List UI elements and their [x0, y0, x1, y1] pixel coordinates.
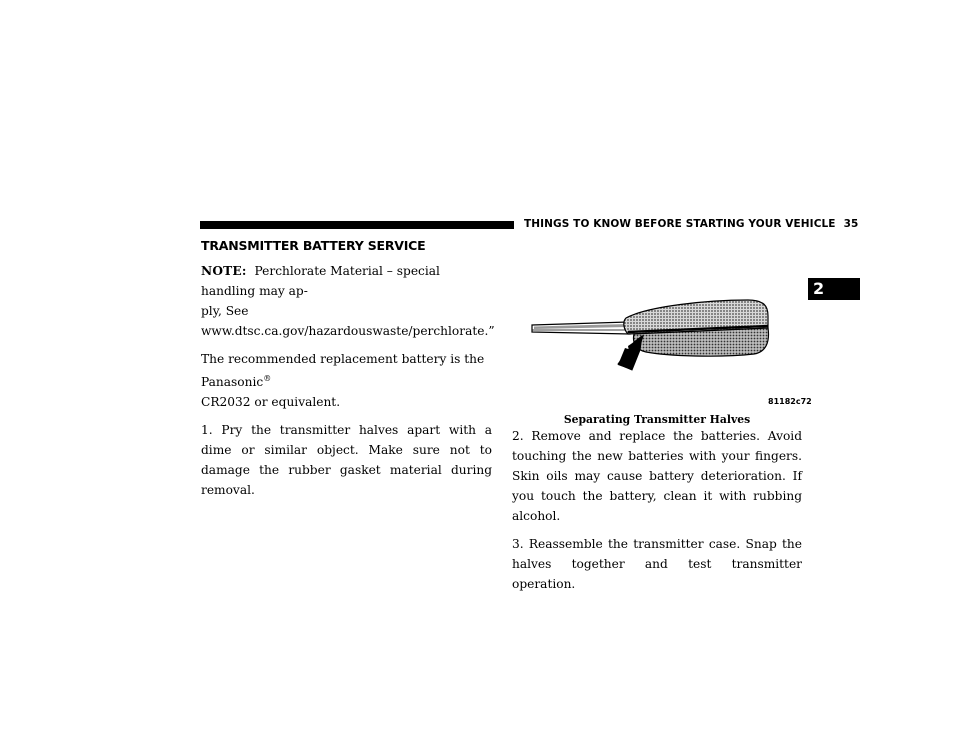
page-number: 35	[843, 218, 859, 230]
figure-caption: Separating Transmitter Halves	[563, 413, 751, 426]
section-title: TRANSMITTER BATTERY SERVICE	[201, 238, 426, 253]
step-1: 1. Pry the transmitter halves apart with a dime or similar object. Make sure not to damage the rubber gasket material during removal.	[201, 423, 492, 498]
battery-text: The recommended replacement battery is the Panasonic	[201, 352, 485, 390]
header-rule	[200, 221, 514, 229]
transmitter-key-illustration	[528, 292, 818, 412]
registered-mark: ®	[263, 374, 272, 383]
running-header	[524, 218, 858, 230]
running-header-title: THINGS TO KNOW BEFORE STARTING YOUR VEHICLE	[524, 218, 836, 230]
chapter-tab: 2	[808, 278, 860, 300]
battery-text-2: CR2032 or equivalent.	[201, 395, 341, 410]
left-column	[201, 238, 495, 508]
note-label: NOTE:	[201, 264, 247, 278]
note-text-line2: ply, See www.dtsc.ca.gov/hazardouswaste/perchlorate.”	[201, 304, 495, 338]
note-text-line1: Perchlorate Material – special handling may ap-	[201, 264, 440, 298]
step-3: 3. Reassemble the transmitter case. Snap the halves together and test transmitter operation.	[512, 537, 802, 591]
right-column	[512, 426, 802, 602]
key-blade-icon	[532, 322, 630, 334]
transmitter-figure	[528, 292, 818, 412]
battery-paragraph	[201, 349, 492, 412]
figure-code: 81182c72	[768, 397, 812, 406]
arrow-icon	[618, 335, 644, 370]
step-2: 2. Remove and replace the batteries. Avoid touching the new batteries with your fingers. Skin oils may cause battery deterioration. If you touch the battery, clean it with rubbing alcohol.	[512, 429, 802, 523]
note-paragraph	[201, 261, 495, 341]
